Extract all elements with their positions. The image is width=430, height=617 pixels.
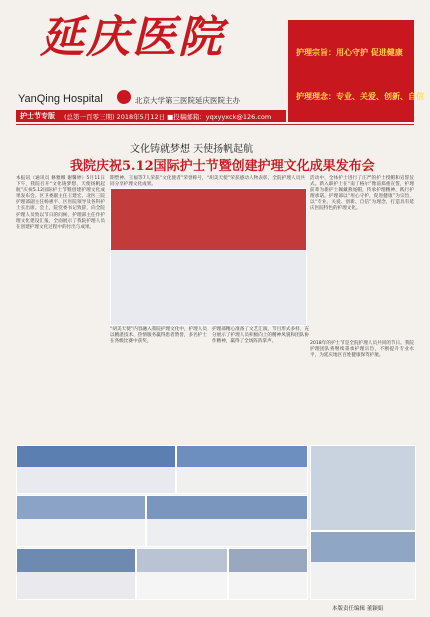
hospital-english-name: YanQing Hospital: [18, 93, 103, 105]
page-footer: 本版责任编辑 董颖娟: [332, 606, 384, 612]
photo-staff-group: [176, 445, 308, 494]
slogan-box: [288, 20, 414, 122]
slogan-purpose: 护理宗旨：用心守护 促进健康: [296, 48, 403, 57]
slogan-philosophy: 护理理念：专业、关爱、创新、自信: [296, 92, 424, 101]
photo-speech-b: [136, 548, 228, 600]
photo-nurse-award: [310, 531, 416, 600]
photo-speech-a: [16, 548, 136, 600]
body-column-2b: “胡美天使”内容融入我院护理文化中，护理人员以精湛技术、热情服务赢得患者赞誉，多名护士在各级比赛中获奖。: [110, 327, 207, 345]
article-kicker: 文化铸就梦想 天使扬帆起航: [130, 144, 254, 155]
body-column-2: 期塑神、王福等7人荣获“文化使者”荣誉称号，“胡美天使”荣获感动人物表彰，全院护理人员共同分享护理文化成果。: [110, 176, 305, 188]
photo-speech-c: [228, 548, 308, 600]
edition-label: 护士节专版: [20, 112, 55, 120]
masthead-rule: [16, 124, 414, 125]
body-column-1: 本报讯（通讯员 修雅娜 谢馨婷）5月11日下午，我院召开“文化铸梦想，天使扬帆起航”庆祝5.12国际护士节暨创建护理文化成果发布会。区卫委副主任王建宏、北医三院护理部副主任杨惠平、区医院领导及各科护士长出席。会上，院党委书记致辞，向全院护理人员致以节日的问候，护理部主任作护理文化建设汇报，全面展示了我院护理人员在创建护理文化过程中的付出与成果。: [16, 176, 105, 230]
body-column-4: 2018年的护士节是全院护理人员共同的节日。我院护理团队将继续秉承护理宗旨，不断提升专业水平，为延庆地区百姓健康保驾护航。: [310, 341, 414, 359]
article-headline: 我院庆祝5.12国际护士节暨创建护理文化成果发布会: [70, 159, 375, 174]
organizer-line: 北京大学第三医院延庆医院主办: [135, 96, 240, 105]
masthead-title: 延庆医院: [40, 12, 224, 63]
photo-award-ceremony: [16, 445, 176, 494]
publication-info: (总第一百零三期) 2018年5月12日 ■投稿邮箱：yqxyyxck@126.com: [64, 113, 272, 121]
hospital-emblem-icon: [117, 90, 131, 104]
photo-main-conference: [110, 188, 307, 326]
photo-performance: [146, 495, 308, 547]
photo-nurse-oath: [16, 495, 146, 547]
body-column-3: 活动中，全体护士进行了庄严的护士授帽和宣誓仪式。新入职护士在“南丁格尔”像前郑重宣誓，护理前辈为新护士佩戴燕尾帽，传承护理精神，践行护理承诺。护理部以“用心守护，促进健康”为宗旨，以“专业、关爱、创新、自信”为理念，打造具有延庆医院特色的护理文化。: [310, 176, 414, 212]
body-column-3b: 护理部精心准备了文艺汇演，节目形式多样，充分展示了护理人员积极向上的精神风貌和团队协作精神，赢得了全场阵阵掌声。: [212, 327, 309, 345]
photo-nurse-portrait: [310, 445, 416, 531]
